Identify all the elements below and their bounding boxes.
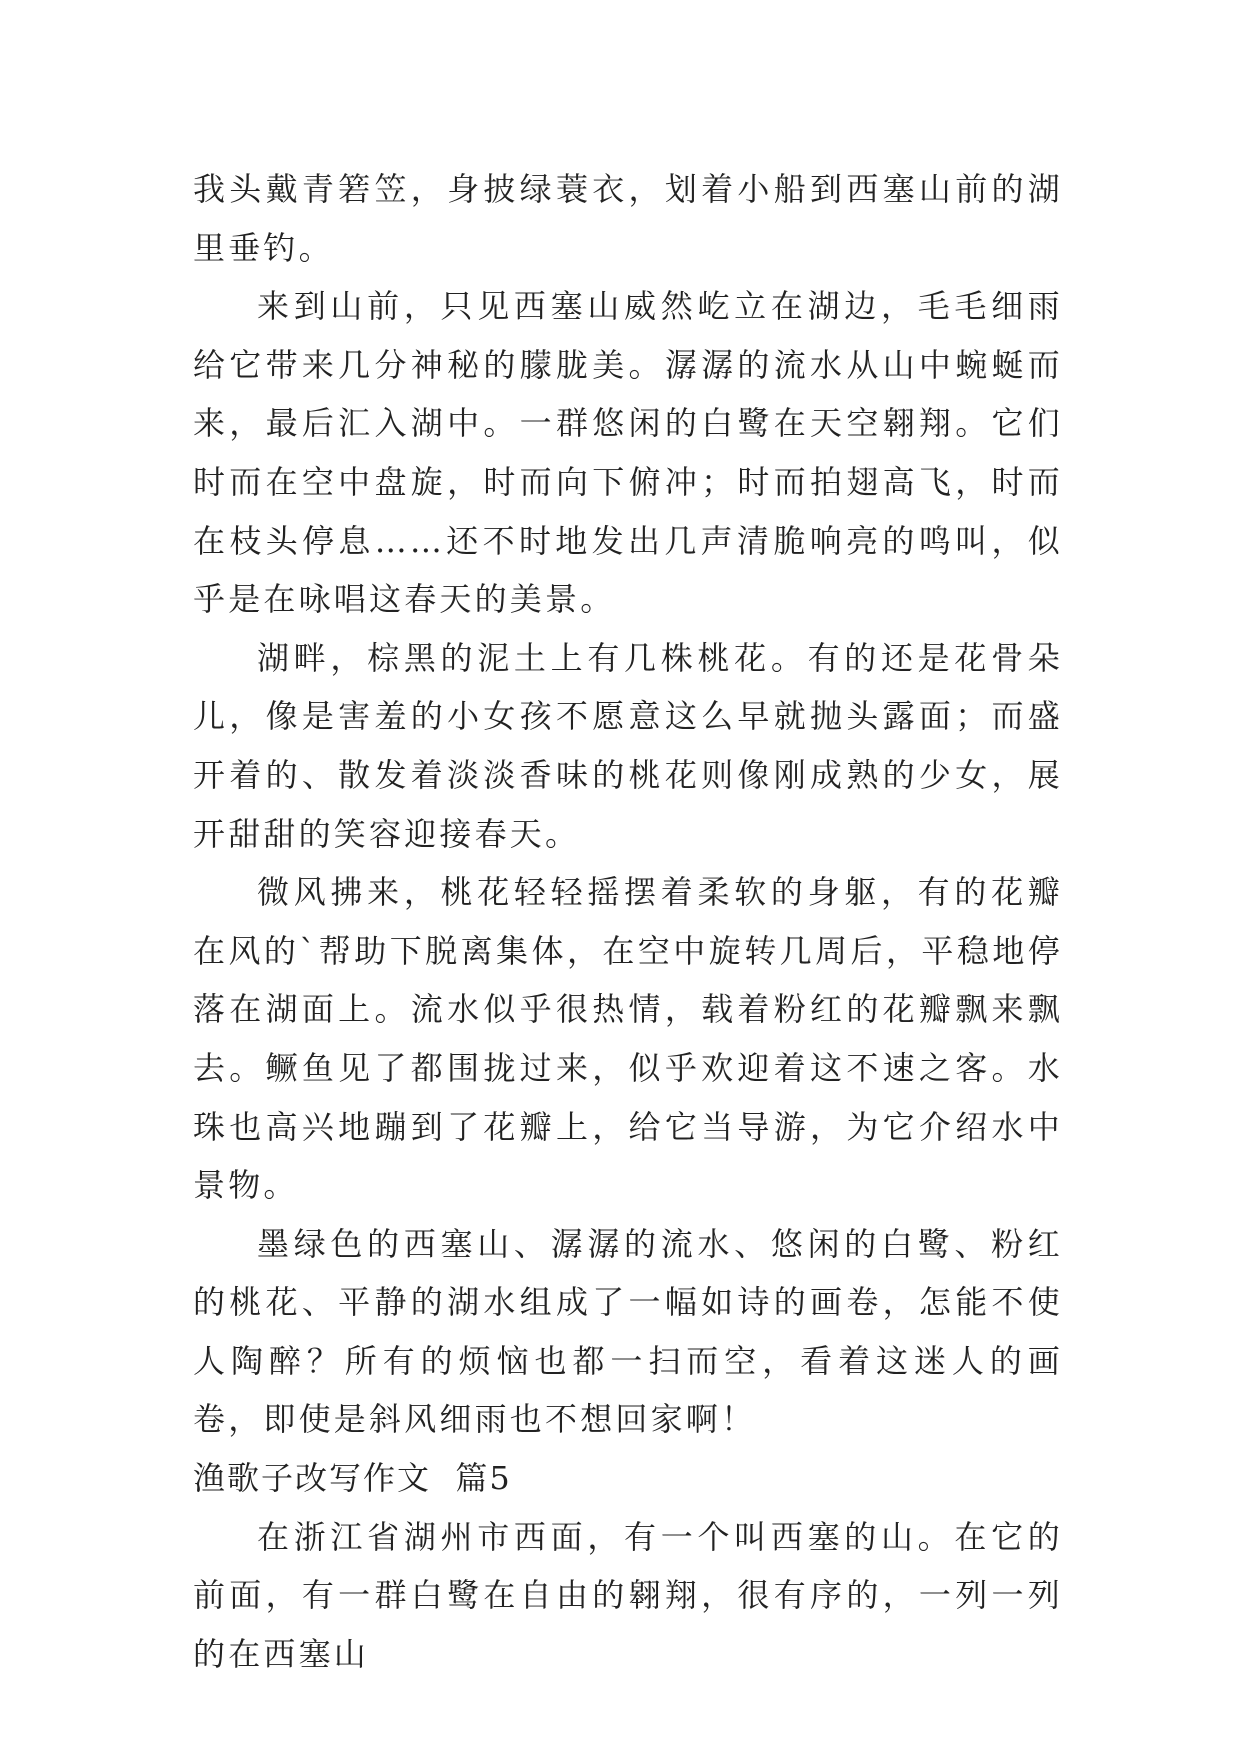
paragraph-3: 湖畔，棕黑的泥土上有几株桃花。有的还是花骨朵儿，像是害羞的小女孩不愿意这么早就抛头露面；而盛开着的、散发着淡淡香味的桃花则像刚成熟的少女，展开甜甜的笑容迎接春天。 xyxy=(193,638,1063,853)
paragraph-2: 来到山前，只见西塞山威然屹立在湖边，毛毛细雨给它带来几分神秘的朦胧美。潺潺的流水从山中蜿蜒而来，最后汇入湖中。一群悠闲的白鹭在天空翱翔。它们时而在空中盘旋，时而向下俯冲；时而拍翅高飞，时而在枝头停息……还不时地发出几声清脆响亮的鸣叫，似乎是在咏唱这春天的美景。 xyxy=(193,287,1063,619)
section-heading: 渔歌子改写作文 篇5 xyxy=(193,1459,512,1498)
paragraph-5: 墨绿色的西塞山、潺潺的流水、悠闲的白鹭、粉红的桃花、平静的湖水组成了一幅如诗的画卷，怎能不使人陶醉？所有的烦恼也都一扫而空，看着这迷人的画卷，即使是斜风细雨也不想回家啊！ xyxy=(193,1224,1063,1439)
paragraph-1: 我头戴青箬笠，身披绿蓑衣，划着小船到西塞山前的湖里垂钓。 xyxy=(193,170,1063,267)
document-body xyxy=(193,160,1063,1683)
paragraph-6: 在浙江省湖州市西面，有一个叫西塞的山。在它的前面，有一群白鹭在自由的翱翔，很有序的，一列一列的在西塞山 xyxy=(193,1517,1063,1673)
paragraph-4: 微风拂来，桃花轻轻摇摆着柔软的身躯，有的花瓣在风的`帮助下脱离集体，在空中旋转几周后，平稳地停落在湖面上。流水似乎很热情，载着粉红的花瓣飘来飘去。鳜鱼见了都围拢过来，似乎欢迎着这不速之客。水珠也高兴地蹦到了花瓣上，给它当导游，为它介绍水中景物。 xyxy=(193,873,1063,1205)
